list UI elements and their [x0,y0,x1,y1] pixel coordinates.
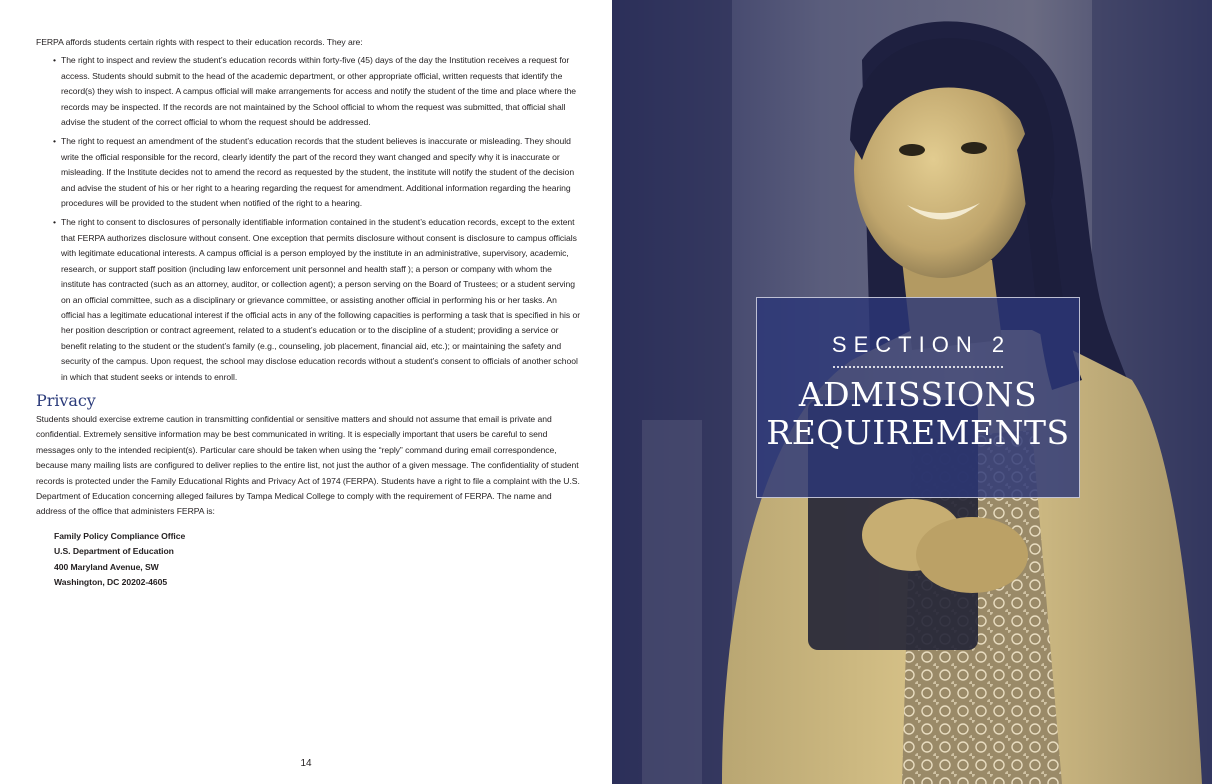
bullet-icon: • [53,217,56,228]
list-item [53,134,582,211]
privacy-body: Students should exercise extreme caution in transmitting confidential or sensitive matters and should not assume that email is private and confidential. Extremely sensitive information may be best communicated in writing. It is especially important that users be careful to send messages only to the intended recipient(s). Particular care should be taken when using the “reply” command during email correspondence, because many mailing lists are configured to deliver replies to the entire list, not just the author of a given message. The confidentiality of student records is protected under the Family Educational Rights and Privacy Act of 1974 (FERPA). Students have a right to file a complaint with the U.S. Department of Education concerning alleged failures by Tampa Medical College to comply with the requirement of FERPA. The name and address of the office that administers FERPA is: [36,413,580,517]
list-item-text: The right to consent to disclosures of personally identifiable information contained in the student’s education records, except to the extent that FERPA authorizes disclosure without consent. One exception that permits disclosure without consent is disclosure to campus officials with legitimate educational interests. A campus official is a person employed by the institute in an administrative, supervisory, academic, research, or support staff position (including law enforcement unit personnel and health staff ); a person or company with whom the institute has contracted (such as an attorney, auditor, or collection agent); a person serving on the Board of Trustees; or a student serving on an official committee, such as a disciplinary or grievance committee, or assisting another official in performing his or her tasks. An official has a legitimate educational interest if the official acts in any of the following capacities is performing a task that is specified in his or her position description or contract agreement, related to a student’s education or to the discipline of a student; providing a service or benefit relating to the student or the student’s family (e.g., counseling, job placement, financial aid, etc.); or maintaining the safety and security of the campus. Upon request, the school may disclose education records without a student’s consent to officials of another school in which that student seeks or intends to enroll. [61,217,581,382]
address-line: U.S. Department of Education [54,546,174,557]
section-title [757,376,1079,452]
bullet-icon: • [53,55,56,66]
bullet-icon: • [53,136,56,147]
ferpa-intro: FERPA affords students certain rights with respect to their education records. They are: [36,37,363,47]
list-item [53,215,582,384]
address-line: Family Policy Compliance Office [54,530,186,541]
section-title-line: REQUIREMENTS [766,413,1070,452]
dotted-divider [833,366,1003,368]
list-item-text: The right to request an amendment of the student’s education records that the student believes is inaccurate or misleading. They should write the official responsible for the record, clearly identify the part of the record they want changed and specify why it is inaccurate or misleading. If the Institute decides not to amend the record as requested by the student, the institute will notify the student of the decision and advise the student of his or her right to a hearing regarding the request for amendment. Additional information regarding the hearing procedures will be provided to the student when notified of the right to a hearing. [61,136,575,209]
text-column [36,35,582,590]
section-label: SECTION 2 [831,332,1012,357]
office-address [36,529,582,591]
address-line: Washington, DC 20202-4605 [54,577,168,587]
ferpa-rights-list [36,53,582,385]
list-item [53,53,582,130]
page-number: 14 [300,758,312,769]
section-title-line: ADMISSIONS [798,375,1038,414]
address-line: 400 Maryland Avenue, SW [54,561,159,572]
section-title-box [756,297,1080,498]
privacy-heading: Privacy [36,390,96,410]
right-page-photo [612,0,1212,784]
list-item-text: The right to inspect and review the student’s education records within forty-five (45) days of the day the Institution receives a request for access. Students should submit to the head of the academic department, or other appropriate official, written requests that identify the record(s) they wish to inspect. A campus official will make arrangements for access and notify the student of the time and place where the records may be inspected. If the records are not maintained by the School official to whom the request was submitted, that official shall advise the student of the correct official to whom the request should be addressed. [61,55,577,128]
